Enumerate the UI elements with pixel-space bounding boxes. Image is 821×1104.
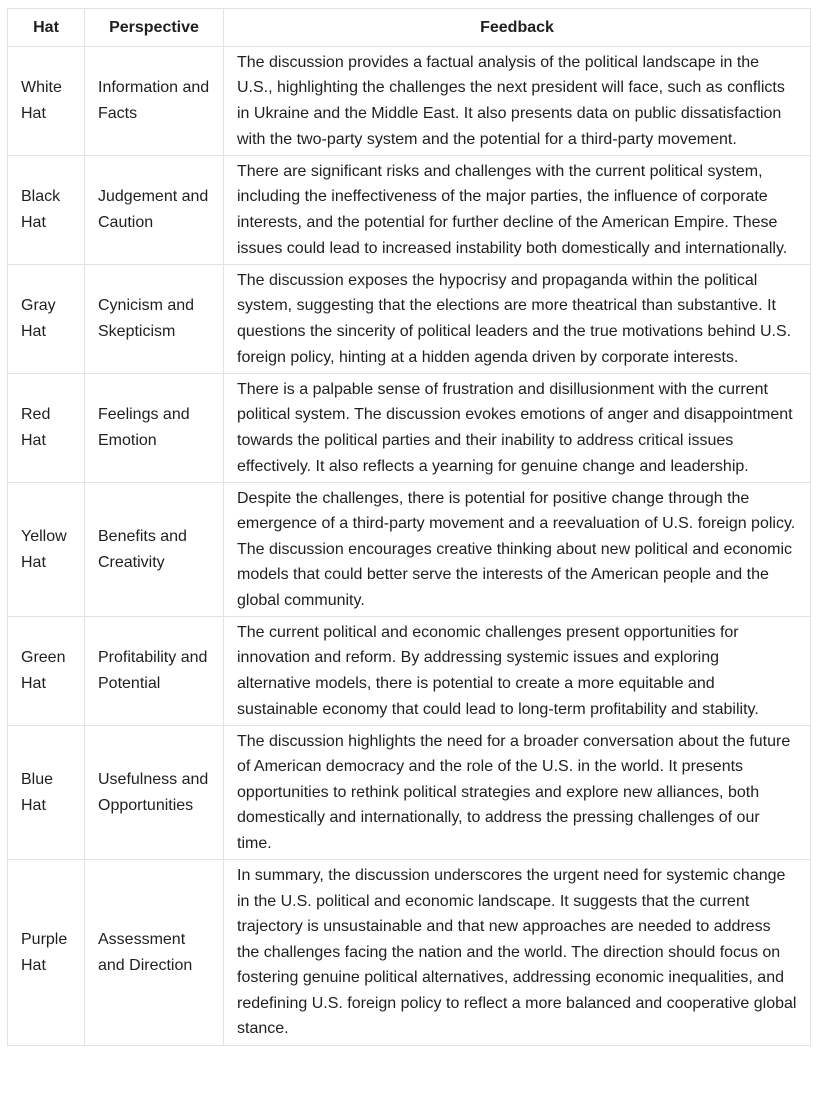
header-row	[8, 9, 811, 47]
hat-cell: Black Hat	[8, 156, 85, 265]
hat-cell: White Hat	[8, 47, 85, 156]
hat-cell: Green Hat	[8, 617, 85, 726]
feedback-cell: Despite the challenges, there is potential for positive change through the emergence of a third-party movement and a reevaluation of U.S. foreign policy. The discussion encourages creative thinking about new political and economic models that could better serve the interests of the American people and the global community.	[224, 483, 811, 617]
perspective-cell: Assessment and Direction	[85, 860, 224, 1046]
table-header	[8, 9, 811, 47]
hat-cell: Red Hat	[8, 374, 85, 483]
perspective-cell: Judgement and Caution	[85, 156, 224, 265]
table-row	[8, 47, 811, 156]
feedback-cell: In summary, the discussion underscores the urgent need for systemic change in the U.S. political and economic landscape. It suggests that the current trajectory is unsustainable and that new approaches are needed to address the challenges facing the nation and the world. The direction should focus on fostering genuine political alternatives, addressing economic inequalities, and redefining U.S. foreign policy to reflect a more balanced and cooperative global stance.	[224, 860, 811, 1046]
table-row	[8, 156, 811, 265]
table-row	[8, 483, 811, 617]
feedback-cell: There is a palpable sense of frustration and disillusionment with the current political system. The discussion evokes emotions of anger and disappointment towards the political parties and their inability to address critical issues effectively. It also reflects a yearning for genuine change and leadership.	[224, 374, 811, 483]
feedback-cell: The discussion exposes the hypocrisy and propaganda within the political system, suggesting that the elections are more theatrical than substantive. It questions the sincerity of political leaders and the true motivations behind U.S. foreign policy, hinting at a hidden agenda driven by corporate interests.	[224, 265, 811, 374]
hat-cell: Gray Hat	[8, 265, 85, 374]
hat-cell: Purple Hat	[8, 860, 85, 1046]
feedback-cell: The discussion provides a factual analysis of the political landscape in the U.S., highlighting the challenges the next president will face, such as conflicts in Ukraine and the Middle East. It also presents data on public dissatisfaction with the two-party system and the potential for a third-party movement.	[224, 47, 811, 156]
six-hats-table	[7, 8, 811, 1046]
table-body	[8, 47, 811, 1046]
table-row	[8, 617, 811, 726]
perspective-cell: Benefits and Creativity	[85, 483, 224, 617]
perspective-cell: Usefulness and Opportunities	[85, 726, 224, 860]
hat-cell: Blue Hat	[8, 726, 85, 860]
header-perspective: Perspective	[85, 9, 224, 47]
table-row	[8, 726, 811, 860]
hat-cell: Yellow Hat	[8, 483, 85, 617]
feedback-cell: There are significant risks and challenges with the current political system, including the ineffectiveness of the major parties, the influence of corporate interests, and the potential for further decline of the American Empire. These issues could lead to increased instability both domestically and internationally.	[224, 156, 811, 265]
perspective-cell: Profitability and Potential	[85, 617, 224, 726]
header-hat: Hat	[8, 9, 85, 47]
table-row	[8, 374, 811, 483]
perspective-cell: Information and Facts	[85, 47, 224, 156]
feedback-cell: The current political and economic challenges present opportunities for innovation and reform. By addressing systemic issues and exploring alternative models, there is potential to create a more equitable and sustainable economy that could lead to long-term profitability and stability.	[224, 617, 811, 726]
perspective-cell: Feelings and Emotion	[85, 374, 224, 483]
feedback-cell: The discussion highlights the need for a broader conversation about the future of American democracy and the role of the U.S. in the world. It presents opportunities to rethink political strategies and explore new alliances, both domestically and internationally, to address the pressing challenges of our time.	[224, 726, 811, 860]
header-feedback: Feedback	[224, 9, 811, 47]
table-row	[8, 265, 811, 374]
perspective-cell: Cynicism and Skepticism	[85, 265, 224, 374]
table-row	[8, 860, 811, 1046]
